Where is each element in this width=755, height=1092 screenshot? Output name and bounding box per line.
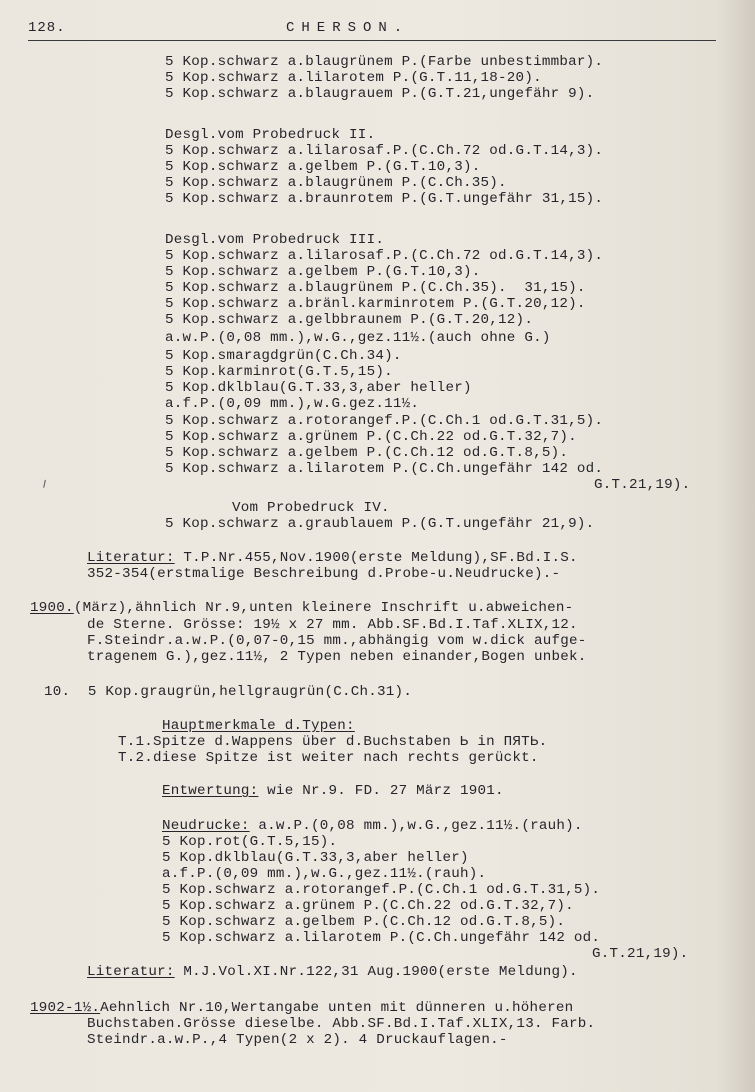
text-line: Vom Probedruck IV. [232, 500, 390, 516]
text-line: 5 Kop.dklblau(G.T.33,3,aber heller) [162, 850, 469, 866]
text-line: 5 Kop.schwarz a.gelbem P.(G.T.10,3). [165, 264, 481, 280]
text-line: 5 Kop.schwarz a.graublauem P.(G.T.ungefähr 21,9). [165, 516, 595, 532]
text-line: F.Steindr.a.w.P.(0,07-0,15 mm.,abhängig vom w.dick aufge- [87, 633, 587, 649]
text-line: Hauptmerkmale d.Typen: [162, 718, 355, 734]
text-line: 5 Kop.schwarz a.braunrotem P.(G.T.ungefähr 31,15). [165, 191, 604, 207]
text-line: 1902-1½.Aehnlich Nr.10,Wertangabe unten mit dünneren u.höheren [30, 1000, 574, 1016]
text-line: 5 Kop.schwarz a.lilarosaf.P.(C.Ch.72 od.G.T.14,3). [165, 248, 604, 264]
text-line: 5 Kop.schwarz a.gelbem P.(C.Ch.12 od.G.T.8,5). [162, 914, 566, 930]
text-line: a.f.P.(0,09 mm.),w.G.,gez.11½.(rauh). [162, 866, 487, 882]
text-line: Steindr.a.w.P.,4 Typen(2 x 2). 4 Druckauflagen.- [87, 1032, 508, 1048]
page-title: CHERSON. [286, 20, 410, 36]
text-line: a.f.P.(0,09 mm.),w.G.gez.11½. [165, 396, 420, 412]
text-line: T.1.Spitze d.Wappens über d.Buchstaben Ь in ПЯТЬ. [118, 734, 548, 750]
text-line: 5 Kop.schwarz a.blaugrünem P.(C.Ch.35). [165, 175, 507, 191]
text-line: 5 Kop.schwarz a.blaugrünem P.(C.Ch.35). 31,15). [165, 280, 586, 296]
text-line: 5 Kop.schwarz a.gelbbraunem P.(G.T.20,12). [165, 312, 534, 328]
text-line: de Sterne. Grösse: 19½ x 27 mm. Abb.SF.Bd.I.Taf.XLIX,12. [87, 617, 578, 633]
page-number: 128. [28, 20, 66, 36]
text-line: 5 Kop.schwarz a.blaugrünem P.(Farbe unbestimmbar). [165, 54, 604, 70]
page-header [28, 20, 716, 41]
text-line: 352-354(erstmalige Beschreibung d.Probe-u.Neudrucke).- [87, 566, 561, 582]
text-line: 5 Kop.karminrot(G.T.5,15). [165, 364, 393, 380]
text-line: Desgl.vom Probedruck III. [165, 232, 385, 248]
text-line: 5 Kop.schwarz a.bränl.karminrotem P.(G.T.20,12). [165, 296, 586, 312]
pencil-mark [43, 480, 48, 488]
text-line: Entwertung: wie Nr.9. FD. 27 März 1901. [162, 783, 504, 799]
text-line: Buchstaben.Grösse dieselbe. Abb.SF.Bd.I.Taf.XLIX,13. Farb. [87, 1016, 596, 1032]
text-line: 5 Kop.schwarz a.blaugrauem P.(G.T.21,ungefähr 9). [165, 86, 595, 102]
text-line: G.T.21,19). [592, 946, 689, 962]
text-line: 5 Kop.smaragdgrün(C.Ch.34). [165, 348, 402, 364]
text-line: a.w.P.(0,08 mm.),w.G.,gez.11½.(auch ohne G.) [165, 330, 551, 346]
text-line: 10. 5 Kop.graugrün,hellgraugrün(C.Ch.31). [44, 684, 413, 700]
text-line: Desgl.vom Probedruck II. [165, 127, 376, 143]
text-line: G.T.21,19). [594, 477, 691, 493]
text-line: 5 Kop.dklblau(G.T.33,3,aber heller) [165, 380, 472, 396]
text-line: Neudrucke: a.w.P.(0,08 mm.),w.G.,gez.11½.(rauh). [162, 818, 583, 834]
text-line: 5 Kop.schwarz a.lilarotem P.(C.Ch.ungefähr 142 od. [162, 930, 601, 946]
text-line: 5 Kop.schwarz a.gelbem P.(C.Ch.12 od.G.T.8,5). [165, 445, 569, 461]
text-line: 5 Kop.schwarz a.lilarotem P.(C.Ch.ungefähr 142 od. [165, 461, 604, 477]
text-line: 5 Kop.rot(G.T.5,15). [162, 834, 338, 850]
text-line: 1900.(März),ähnlich Nr.9,unten kleinere Inschrift u.abweichen- [30, 600, 574, 616]
text-line: tragenem G.),gez.11½, 2 Typen neben einander,Bogen unbek. [87, 649, 587, 665]
text-line: 5 Kop.schwarz a.rotorangef.P.(C.Ch.1 od.G.T.31,5). [162, 882, 601, 898]
text-line: Literatur: M.J.Vol.XI.Nr.122,31 Aug.1900(erste Meldung). [87, 964, 578, 980]
text-line: 5 Kop.schwarz a.grünem P.(C.Ch.22 od.G.T.32,7). [162, 898, 574, 914]
text-line: 5 Kop.schwarz a.gelbem P.(G.T.10,3). [165, 159, 481, 175]
text-line: 5 Kop.schwarz a.grünem P.(C.Ch.22 od.G.T.32,7). [165, 429, 577, 445]
text-line: 5 Kop.schwarz a.lilarosaf.P.(C.Ch.72 od.G.T.14,3). [165, 143, 604, 159]
text-line: Literatur: T.P.Nr.455,Nov.1900(erste Meldung),SF.Bd.I.S. [87, 550, 578, 566]
text-line: 5 Kop.schwarz a.lilarotem P.(G.T.11,18-20). [165, 70, 542, 86]
text-line: 5 Kop.schwarz a.rotorangef.P.(C.Ch.1 od.G.T.31,5). [165, 413, 604, 429]
text-line: T.2.diese Spitze ist weiter nach rechts gerückt. [118, 750, 539, 766]
